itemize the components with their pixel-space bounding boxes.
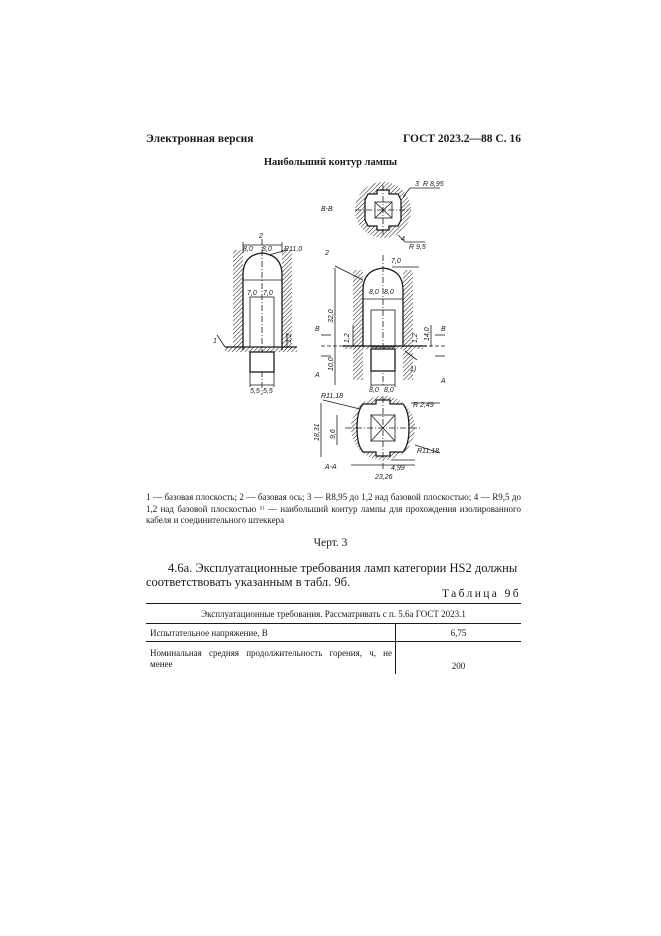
drawing-caption: 1 — базовая плоскость; 2 — базовая ось; 3 — R8,95 до 1,2 над базовой плоскостью; 4 — R9,5 до 1,2 над базовой плоскостью ¹⁾ — наибольший контур лампы для прохождения изолированного кабеля и соединительного штеккера xyxy=(146,492,521,525)
label-d70-b: 7,0 xyxy=(263,290,273,297)
label-d55-b: 5,5 xyxy=(263,388,273,395)
lamp-contour-drawing xyxy=(205,175,485,487)
label-d100: 10,0 xyxy=(328,357,335,371)
section-paragraph: 4.6а. Эксплуатационные требования ламп категории HS2 должны соответствовать указанным в табл. 9б. xyxy=(146,561,518,589)
label-n2-center: 2 xyxy=(325,250,329,257)
label-d1831: 18,31 xyxy=(314,423,321,441)
label-d80-f: 8,0 xyxy=(384,387,394,394)
label-r1118-a: R11,18 xyxy=(321,393,344,400)
table-row xyxy=(146,642,521,675)
header-left: Электронная версия xyxy=(146,133,254,145)
label-d70-a: 7,0 xyxy=(247,290,257,297)
label-d2326: 23,26 xyxy=(375,474,393,481)
label-n4: 4 xyxy=(401,236,405,243)
row-name: Номинальная средняя продолжительность горения, ч, не менее xyxy=(146,642,396,675)
row-name: Испытательное напряжение, В xyxy=(146,624,396,642)
table-label: Таблица 9б xyxy=(441,588,521,600)
label-d80-d: 8,0 xyxy=(384,289,394,296)
label-d80-a: 8,0 xyxy=(243,246,253,253)
label-d80-c: 8,0 xyxy=(369,289,379,296)
table-header: Эксплуатационные требования. Рассматривать с п. 5.6а ГОСТ 2023.1 xyxy=(146,604,521,624)
section-bb-view xyxy=(355,182,440,242)
label-d80-e: 8,0 xyxy=(369,387,379,394)
label-d55-a: 5,5 xyxy=(250,388,260,395)
label-d140: 14,0 xyxy=(424,327,431,341)
label-d499: 4,99 xyxy=(391,465,405,472)
header-right: ГОСТ 2023.2—88 С. 16 xyxy=(402,133,521,145)
label-r895: R 8,95 xyxy=(423,181,444,188)
row-value: 200 xyxy=(451,661,466,671)
label-d12-c: 1,2 xyxy=(412,333,419,343)
label-letter-a-right: А xyxy=(441,378,446,385)
label-d320: 32,0 xyxy=(328,309,335,323)
row-value: 6,75 xyxy=(396,624,522,642)
table-header-row xyxy=(146,604,521,624)
label-section-bb: В-В xyxy=(321,206,333,213)
label-note1: 1) xyxy=(410,366,417,373)
figure-number: Черт. 3 xyxy=(313,537,348,549)
center-profile-view xyxy=(321,255,445,387)
label-letter-b-left: В xyxy=(315,326,320,333)
label-n3: 3 xyxy=(415,181,419,188)
label-d96: 9,6 xyxy=(330,429,337,439)
table-row xyxy=(146,624,521,642)
label-r95: R 9,5 xyxy=(409,244,426,251)
label-d80-b: 8,0 xyxy=(262,246,272,253)
label-n1: 1 xyxy=(213,338,217,345)
label-n2-left: 2 xyxy=(259,233,263,240)
label-r249: R 2,49 xyxy=(413,402,434,409)
label-d12-b: 1,2 xyxy=(344,333,351,343)
label-r1118-b: R11,18 xyxy=(417,448,440,455)
label-d12-a: 1,2 xyxy=(286,333,293,343)
requirements-table xyxy=(146,603,521,674)
label-d70-top: 7,0 xyxy=(391,258,401,265)
label-letter-a-left: А xyxy=(315,372,320,379)
drawing-title: Наибольший контур лампы xyxy=(263,157,398,168)
label-r110: R11,0 xyxy=(284,246,303,253)
label-letter-b-right: В xyxy=(441,326,446,333)
left-profile-view xyxy=(217,239,297,395)
label-section-aa: А-А xyxy=(325,464,337,471)
